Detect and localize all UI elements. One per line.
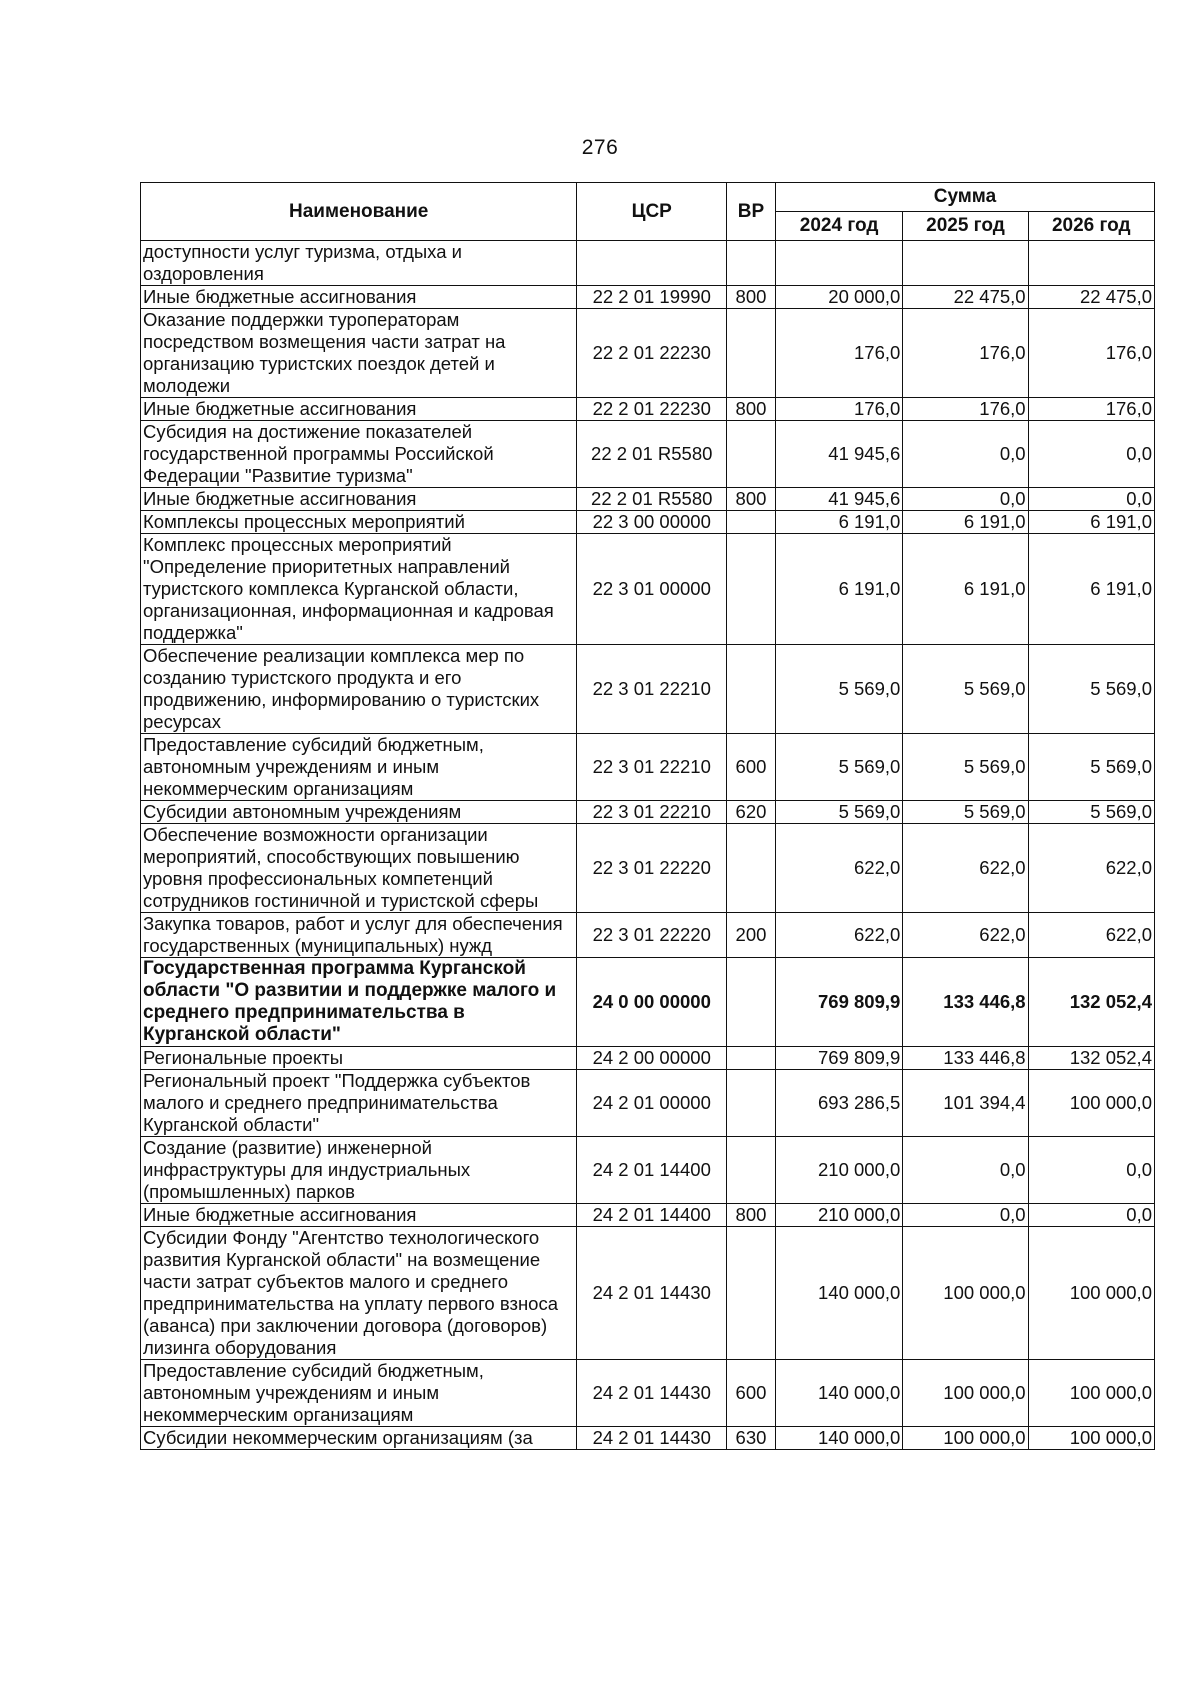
row-csr: 24 0 00 00000 — [577, 958, 727, 1047]
row-name: Субсидии некоммерческим организациям (за — [141, 1427, 577, 1450]
row-name: Предоставление субсидий бюджетным, автономным учреждениям и иным некоммерческим организациям — [141, 734, 577, 801]
row-name: Оказание поддержки туроператорам посредством возмещения части затрат на организацию туристских поездок детей и молодежи — [141, 309, 577, 398]
header-sum: Сумма — [775, 183, 1154, 212]
table-row — [141, 1360, 1155, 1427]
table-row — [141, 734, 1155, 801]
table-row — [141, 511, 1155, 534]
table-row — [141, 645, 1155, 734]
row-name: Иные бюджетные ассигнования — [141, 398, 577, 421]
row-amount-2026: 0,0 — [1028, 488, 1154, 511]
row-csr: 22 2 01 R5580 — [577, 421, 727, 488]
row-amount-2024: 140 000,0 — [775, 1227, 902, 1360]
row-vr: 800 — [727, 1204, 776, 1227]
row-amount-2024: 769 809,9 — [775, 958, 902, 1047]
row-csr: 24 2 01 14430 — [577, 1427, 727, 1450]
row-amount-2026: 132 052,4 — [1028, 958, 1154, 1047]
row-amount-2024: 210 000,0 — [775, 1137, 902, 1204]
table-row — [141, 534, 1155, 645]
row-csr: 22 3 00 00000 — [577, 511, 727, 534]
row-amount-2026: 5 569,0 — [1028, 645, 1154, 734]
row-amount-2025: 133 446,8 — [903, 958, 1028, 1047]
header-year-2026: 2026 год — [1028, 212, 1154, 241]
row-name: Субсидии Фонду "Агентство технологического развития Курганской области" на возмещение части затрат субъектов малого и среднего предпринимательства на уплату первого взноса (аванса) при заключении договора (договоров) лизинга оборудования — [141, 1227, 577, 1360]
row-amount-2025 — [903, 241, 1028, 286]
row-vr — [727, 1047, 776, 1070]
row-csr: 22 3 01 00000 — [577, 534, 727, 645]
header-year-2024: 2024 год — [775, 212, 902, 241]
row-name: Комплекс процессных мероприятий "Определение приоритетных направлений туристского комплекса Курганской области, организационная, информационная и кадровая поддержка" — [141, 534, 577, 645]
row-csr: 22 3 01 22220 — [577, 913, 727, 958]
row-name: Обеспечение реализации комплекса мер по созданию туристского продукта и его продвижению, информированию о туристских ресурсах — [141, 645, 577, 734]
table-row — [141, 286, 1155, 309]
row-csr: 22 2 01 19990 — [577, 286, 727, 309]
row-vr: 800 — [727, 488, 776, 511]
row-amount-2025: 101 394,4 — [903, 1070, 1028, 1137]
row-vr: 600 — [727, 734, 776, 801]
budget-table — [140, 182, 1155, 1450]
row-name: Обеспечение возможности организации мероприятий, способствующих повышению уровня профессиональных компетенций сотрудников гостиничной и туристской сферы — [141, 824, 577, 913]
table-row — [141, 398, 1155, 421]
row-amount-2026: 5 569,0 — [1028, 801, 1154, 824]
row-amount-2024: 6 191,0 — [775, 511, 902, 534]
row-amount-2026: 100 000,0 — [1028, 1070, 1154, 1137]
row-amount-2025: 100 000,0 — [903, 1227, 1028, 1360]
row-amount-2024: 176,0 — [775, 398, 902, 421]
row-vr — [727, 1137, 776, 1204]
table-row — [141, 421, 1155, 488]
row-vr: 800 — [727, 398, 776, 421]
row-amount-2026: 0,0 — [1028, 421, 1154, 488]
table-row — [141, 958, 1155, 1047]
row-csr: 24 2 01 14430 — [577, 1227, 727, 1360]
row-amount-2026 — [1028, 241, 1154, 286]
row-vr: 800 — [727, 286, 776, 309]
row-name: Иные бюджетные ассигнования — [141, 488, 577, 511]
row-amount-2024 — [775, 241, 902, 286]
row-amount-2025: 100 000,0 — [903, 1360, 1028, 1427]
table-row — [141, 241, 1155, 286]
row-amount-2026: 176,0 — [1028, 309, 1154, 398]
row-amount-2025: 622,0 — [903, 824, 1028, 913]
row-vr: 600 — [727, 1360, 776, 1427]
row-amount-2026: 100 000,0 — [1028, 1227, 1154, 1360]
header-csr: ЦСР — [577, 183, 727, 241]
row-amount-2026: 0,0 — [1028, 1137, 1154, 1204]
row-amount-2026: 5 569,0 — [1028, 734, 1154, 801]
row-amount-2025: 133 446,8 — [903, 1047, 1028, 1070]
row-amount-2024: 622,0 — [775, 824, 902, 913]
table-row — [141, 1070, 1155, 1137]
table-row — [141, 1427, 1155, 1450]
row-amount-2024: 20 000,0 — [775, 286, 902, 309]
row-amount-2024: 210 000,0 — [775, 1204, 902, 1227]
row-amount-2026: 22 475,0 — [1028, 286, 1154, 309]
row-csr: 22 2 01 22230 — [577, 309, 727, 398]
row-amount-2026: 0,0 — [1028, 1204, 1154, 1227]
row-csr: 22 3 01 22210 — [577, 801, 727, 824]
table-row — [141, 824, 1155, 913]
row-vr — [727, 958, 776, 1047]
header-name: Наименование — [141, 183, 577, 241]
row-amount-2024: 41 945,6 — [775, 488, 902, 511]
row-amount-2025: 5 569,0 — [903, 801, 1028, 824]
row-vr — [727, 241, 776, 286]
row-name: Субсидия на достижение показателей государственной программы Российской Федерации "Развитие туризма" — [141, 421, 577, 488]
row-amount-2025: 5 569,0 — [903, 734, 1028, 801]
row-name: Региональные проекты — [141, 1047, 577, 1070]
row-vr — [727, 645, 776, 734]
row-amount-2024: 622,0 — [775, 913, 902, 958]
row-amount-2025: 176,0 — [903, 398, 1028, 421]
row-amount-2025: 0,0 — [903, 488, 1028, 511]
row-csr: 22 3 01 22220 — [577, 824, 727, 913]
row-name: Создание (развитие) инженерной инфраструктуры для индустриальных (промышленных) парков — [141, 1137, 577, 1204]
row-vr — [727, 511, 776, 534]
row-vr — [727, 824, 776, 913]
row-csr — [577, 241, 727, 286]
table-row — [141, 913, 1155, 958]
row-amount-2025: 6 191,0 — [903, 534, 1028, 645]
row-amount-2026: 622,0 — [1028, 913, 1154, 958]
row-amount-2025: 0,0 — [903, 421, 1028, 488]
row-amount-2025: 0,0 — [903, 1204, 1028, 1227]
row-amount-2026: 622,0 — [1028, 824, 1154, 913]
header-vr: ВР — [727, 183, 776, 241]
table-row — [141, 309, 1155, 398]
row-name: Предоставление субсидий бюджетным, автономным учреждениям и иным некоммерческим организациям — [141, 1360, 577, 1427]
table-row — [141, 1047, 1155, 1070]
row-amount-2024: 6 191,0 — [775, 534, 902, 645]
row-csr: 22 2 01 R5580 — [577, 488, 727, 511]
row-amount-2025: 0,0 — [903, 1137, 1028, 1204]
row-csr: 24 2 00 00000 — [577, 1047, 727, 1070]
row-amount-2024: 41 945,6 — [775, 421, 902, 488]
row-amount-2025: 6 191,0 — [903, 511, 1028, 534]
table-row — [141, 1204, 1155, 1227]
row-csr: 24 2 01 14400 — [577, 1137, 727, 1204]
row-csr: 22 2 01 22230 — [577, 398, 727, 421]
row-csr: 24 2 01 00000 — [577, 1070, 727, 1137]
table-row — [141, 1227, 1155, 1360]
row-vr: 630 — [727, 1427, 776, 1450]
row-name: Государственная программа Курганской области "О развитии и поддержке малого и среднего предпринимательства в Курганской области" — [141, 958, 577, 1047]
row-amount-2024: 5 569,0 — [775, 645, 902, 734]
row-vr — [727, 1227, 776, 1360]
row-csr: 24 2 01 14430 — [577, 1360, 727, 1427]
row-vr — [727, 309, 776, 398]
row-name: Региональный проект "Поддержка субъектов малого и среднего предпринимательства Курганской области" — [141, 1070, 577, 1137]
row-name: Иные бюджетные ассигнования — [141, 286, 577, 309]
row-amount-2026: 100 000,0 — [1028, 1427, 1154, 1450]
table-row — [141, 488, 1155, 511]
table-row — [141, 801, 1155, 824]
header-year-2025: 2025 год — [903, 212, 1028, 241]
row-vr — [727, 1070, 776, 1137]
row-amount-2026: 176,0 — [1028, 398, 1154, 421]
row-name: Комплексы процессных мероприятий — [141, 511, 577, 534]
row-vr — [727, 421, 776, 488]
row-amount-2024: 769 809,9 — [775, 1047, 902, 1070]
row-amount-2025: 100 000,0 — [903, 1427, 1028, 1450]
row-amount-2024: 140 000,0 — [775, 1360, 902, 1427]
row-amount-2025: 176,0 — [903, 309, 1028, 398]
row-name: Закупка товаров, работ и услуг для обеспечения государственных (муниципальных) нужд — [141, 913, 577, 958]
row-amount-2026: 6 191,0 — [1028, 534, 1154, 645]
row-name: Иные бюджетные ассигнования — [141, 1204, 577, 1227]
row-amount-2025: 622,0 — [903, 913, 1028, 958]
row-amount-2026: 132 052,4 — [1028, 1047, 1154, 1070]
row-vr: 620 — [727, 801, 776, 824]
table-body — [141, 241, 1155, 1450]
row-name: доступности услуг туризма, отдыха и оздоровления — [141, 241, 577, 286]
row-amount-2024: 5 569,0 — [775, 801, 902, 824]
row-vr: 200 — [727, 913, 776, 958]
row-amount-2025: 22 475,0 — [903, 286, 1028, 309]
row-csr: 22 3 01 22210 — [577, 645, 727, 734]
row-amount-2024: 693 286,5 — [775, 1070, 902, 1137]
row-amount-2025: 5 569,0 — [903, 645, 1028, 734]
page-number: 276 — [581, 136, 619, 159]
row-csr: 24 2 01 14400 — [577, 1204, 727, 1227]
row-amount-2026: 6 191,0 — [1028, 511, 1154, 534]
row-amount-2026: 100 000,0 — [1028, 1360, 1154, 1427]
row-amount-2024: 176,0 — [775, 309, 902, 398]
row-vr — [727, 534, 776, 645]
row-name: Субсидии автономным учреждениям — [141, 801, 577, 824]
table-header — [141, 183, 1155, 241]
row-amount-2024: 140 000,0 — [775, 1427, 902, 1450]
table-row — [141, 1137, 1155, 1204]
row-csr: 22 3 01 22210 — [577, 734, 727, 801]
row-amount-2024: 5 569,0 — [775, 734, 902, 801]
